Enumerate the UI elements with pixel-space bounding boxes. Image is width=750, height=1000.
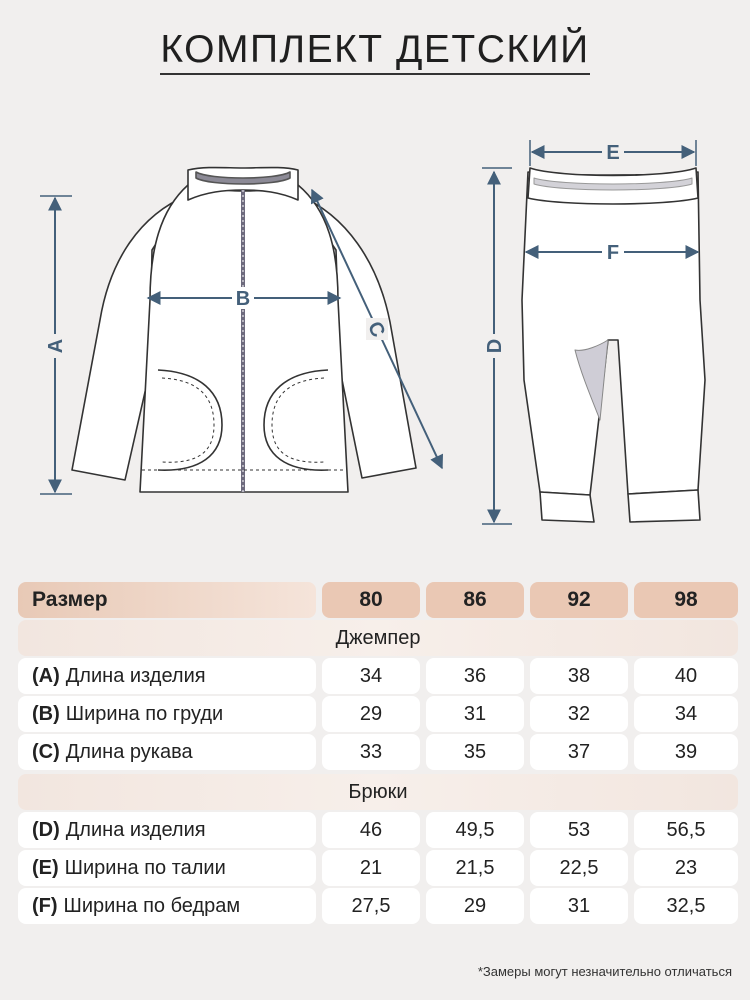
row-value: 56,5 xyxy=(634,812,738,848)
row-value: 53 xyxy=(530,812,628,848)
row-value: 31 xyxy=(530,888,628,924)
row-value: 40 xyxy=(634,658,738,694)
size-header-86: 86 xyxy=(426,582,524,618)
label-d: D xyxy=(484,338,506,354)
row-value: 33 xyxy=(322,734,420,770)
row-value: 38 xyxy=(530,658,628,694)
label-a: A xyxy=(45,338,67,354)
row-label: (A) Длина изделия xyxy=(18,658,316,694)
row-label: (B) Ширина по груди xyxy=(18,696,316,732)
row-value: 22,5 xyxy=(530,850,628,886)
footnote: *Замеры могут незначительно отличаться xyxy=(477,964,732,979)
row-value: 21,5 xyxy=(426,850,524,886)
row-value: 36 xyxy=(426,658,524,694)
size-header-80: 80 xyxy=(322,582,420,618)
table-row xyxy=(18,850,738,886)
table-row xyxy=(18,734,738,770)
size-header-98: 98 xyxy=(634,582,738,618)
label-b: B xyxy=(235,288,251,310)
row-value: 46 xyxy=(322,812,420,848)
row-value: 31 xyxy=(426,696,524,732)
size-header-label: Размер xyxy=(18,582,316,618)
label-f: F xyxy=(606,242,620,264)
row-value: 35 xyxy=(426,734,524,770)
row-label: (C) Длина рукава xyxy=(18,734,316,770)
row-value: 27,5 xyxy=(322,888,420,924)
pants-right-cuff xyxy=(628,490,700,522)
section-header-jumper: Джемпер xyxy=(18,620,738,656)
pants-drawing xyxy=(522,168,705,522)
row-value: 23 xyxy=(634,850,738,886)
row-value: 29 xyxy=(426,888,524,924)
label-c: C xyxy=(363,318,390,341)
row-value: 32,5 xyxy=(634,888,738,924)
page-title: КОМПЛЕКТ ДЕТСКИЙ xyxy=(0,28,750,72)
row-value: 37 xyxy=(530,734,628,770)
table-row xyxy=(18,812,738,848)
row-value: 34 xyxy=(634,696,738,732)
table-header-row xyxy=(18,582,738,618)
row-value: 34 xyxy=(322,658,420,694)
row-value: 32 xyxy=(530,696,628,732)
table-row xyxy=(18,658,738,694)
pants-left-cuff xyxy=(540,492,594,522)
row-label: (F) Ширина по бедрам xyxy=(18,888,316,924)
section-header-pants: Брюки xyxy=(18,774,738,810)
row-value: 39 xyxy=(634,734,738,770)
row-value: 21 xyxy=(322,850,420,886)
row-label: (E) Ширина по талии xyxy=(18,850,316,886)
label-e: E xyxy=(606,142,620,164)
garment-illustration xyxy=(0,120,750,540)
table-row xyxy=(18,696,738,732)
row-value: 29 xyxy=(322,696,420,732)
row-value: 49,5 xyxy=(426,812,524,848)
row-label: (D) Длина изделия xyxy=(18,812,316,848)
pants-body xyxy=(522,172,705,495)
size-header-92: 92 xyxy=(530,582,628,618)
table-row xyxy=(18,888,738,924)
